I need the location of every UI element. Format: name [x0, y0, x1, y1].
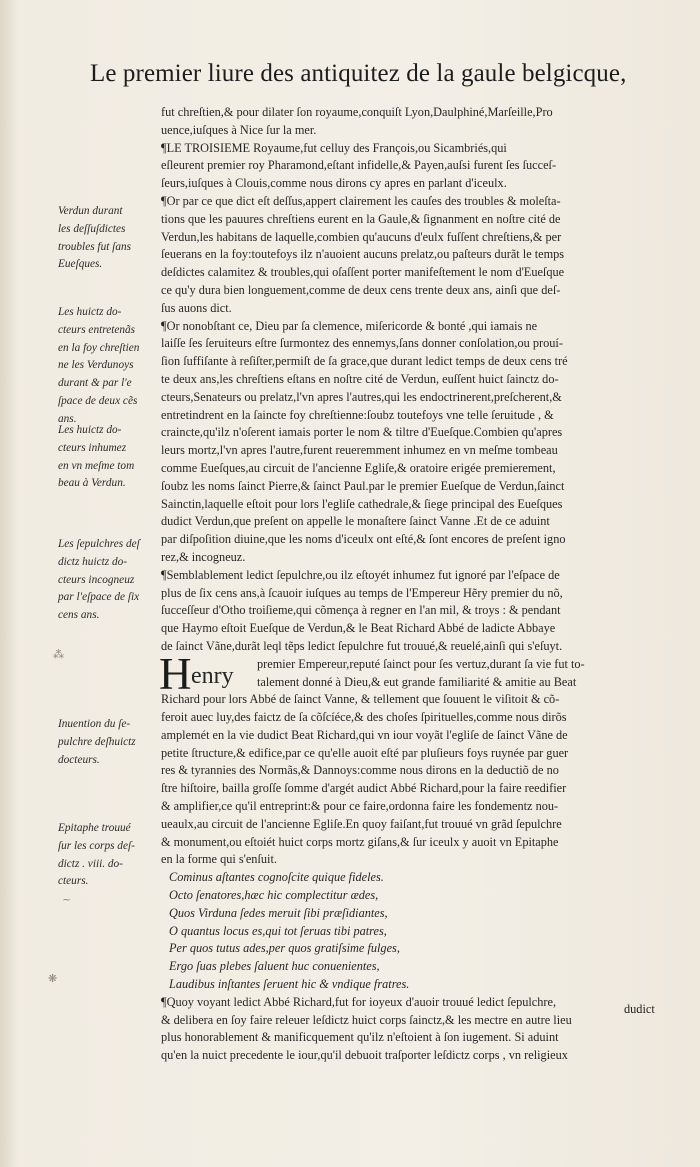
- text-line: res & tyrannies des Normãs,& Dannoys:comme nous dirons en la deductiõ de no: [161, 763, 559, 778]
- catchword: dudict: [624, 1002, 655, 1016]
- text-line: ¶Or par ce que dict eſt deſſus,appert clairement les cauſes des troubles & moleſta-: [161, 193, 561, 208]
- text-line: eſleurent premier roy Pharamond,eſtant infidelle,& Payen,auſsi furent ſes ſucceſ-: [161, 158, 557, 173]
- drop-cap-letter: H: [159, 648, 192, 699]
- text-line: leurs mortz,l'vn apres l'autre,furent reueremment inhumez en vn meſme tombeau: [161, 443, 558, 458]
- margin-line: par l'eſpace de ſix: [58, 591, 140, 604]
- body-text: [161, 104, 661, 1065]
- margin-line: troubles fut ſans: [58, 240, 132, 253]
- epitaph-line: Cominus aſtantes cognoſcite quique fideles.: [169, 870, 384, 885]
- margin-line: durant & par l'e: [58, 377, 132, 390]
- text-line: ſoubz les noms ſainct Pierre,& ſainct Paul.par le premier Eueſque de Verdun,ſainct: [161, 478, 565, 493]
- margin-line: ſpace de deux cẽs: [58, 394, 138, 407]
- text-line: fut chreſtien,& pour dilater ſon royaume,conquiſt Lyon,Daulphiné,Marſeille,Pro: [161, 105, 553, 119]
- margin-line: Les ſepulchres deſ: [58, 538, 140, 550]
- margin-line: les deſſuſdictes: [58, 222, 126, 235]
- margin-line: cteurs.: [58, 875, 89, 888]
- ink-speck-icon: ⁂: [53, 648, 64, 661]
- text-line: premier Empereur,reputé ſainct pour ſes vertuz,durant ſa vie fut to-: [257, 656, 585, 671]
- text-line: ſion ſuffiſante à reſiſter,permiſt de ſa grace,que durant ledict temps de deux cens tré: [161, 354, 568, 369]
- text-line: ueaulx,au circuit de l'ancienne Egliſe.En quoy faiſant,fut trouué vn grãd ſepulchre: [161, 816, 562, 831]
- margin-line: beau à Verdun.: [58, 477, 126, 490]
- text-line: craincte,qu'ilz n'oſerent iamais porter le nom & tiltre d'Eueſque.Combien qu'apres: [161, 425, 563, 440]
- text-line: & delibera en ſoy faire releuer leſdictz huict corps ſainctz,& les mectre en autre lieu: [161, 1012, 572, 1027]
- text-line: comme Eueſques,au circuit de l'ancienne Egliſe,& oratoire erigée premierement,: [161, 460, 556, 475]
- margin-line: dictz . viii. do-: [58, 857, 123, 870]
- epitaph-line: Quos Virduna ſedes meruit ſibi præſidiantes,: [169, 905, 388, 920]
- margin-line: cteurs incogneuz: [58, 573, 135, 586]
- margin-line: cens ans.: [58, 609, 100, 622]
- text-line: feroit auec luy,des faictz de ſa cõſcíéce,& des choſes ſpirituelles,comme nous dirõs: [161, 710, 567, 725]
- text-line: tions que les pauures chreſtiens eurent en la Gaule,& ſignanment en noſtre cité de: [161, 211, 561, 226]
- margin-line: cteurs entretenãs: [58, 323, 136, 336]
- epitaph-line: Laudibus inſtantes ſeruent hic & vndique fratres.: [169, 977, 410, 992]
- text-line: ¶Or nonobſtant ce, Dieu par ſa clemence, miſericorde & bonté ,qui iamais ne: [161, 318, 538, 333]
- margin-line: Epitaphe trouué: [58, 822, 131, 834]
- ink-speck-icon: ~: [62, 893, 72, 906]
- text-line: ſucceſſeur d'Otho troiſieme,qui cõmença à regner en l'an mil, & troys : & pendant: [161, 603, 561, 618]
- text-line: plus honorablement & manificquement qu'ilz n'eſtoient à ſon iugement. Si aduint: [161, 1030, 559, 1045]
- text-line: ſeurs,iuſques à Clouis,comme nous dirons cy apres en parlant d'iceulx.: [161, 176, 507, 191]
- text-line: ſtre hiſtoire, bailla groſſe ſomme d'argét audict Abbé Richard,pour la faire reedifier: [161, 781, 567, 796]
- text-line: qu'en la nuict precedente le iour,qu'il debuoit traſporter leſdictz corps , vn religieux: [161, 1048, 568, 1063]
- text-line: ce qu'y dura bien longuement,comme de deux cens trente deux ans, ainſi que deſ-: [161, 282, 561, 297]
- text-line: ¶Semblablement ledict ſepulchre,ou ilz eſtoyét inhumez fut ignoré par l'eſpace de: [161, 567, 560, 582]
- text-line: & amplifier,ce qu'il entreprint:& pour ce faire,ordonna faire les fondementz nou-: [161, 799, 559, 814]
- margin-line: pulchre deſhuictz: [58, 735, 136, 748]
- text-line: Richard pour lors Abbé de ſainct Vanne, & tellement que ſouuent le viſitoit & cõ-: [161, 692, 560, 707]
- text-line: de ſainct Vãne,durãt leql tẽps ledict ſepulchre fut trouué,& reuelé,ainſi qui s'eſuyt.: [161, 638, 563, 653]
- epitaph-line: Per quos tutus ades,per quos gratiſsime fulges,: [169, 941, 400, 956]
- margin-note-invention: [58, 716, 158, 769]
- margin-line: ans.: [58, 412, 77, 425]
- epitaph-line: Octo ſenatores,hæc hic complectitur ædes,: [169, 888, 379, 903]
- text-line: entretindrent en la ſaincte foy chreſtienne:ſoubz toutefoys vne telle ſeruitude , &: [161, 407, 554, 422]
- margin-note-sepulchres: [58, 536, 158, 625]
- text-line: deſdictes calamitez & troubles,qui oſaſſent porter manifeſtement le nom d'Eueſque: [161, 265, 565, 280]
- margin-line: Verdun durant: [58, 205, 123, 217]
- text-line: ¶LE TROISIEME Royaume,fut celluy des François,ou Sicambriés,qui: [161, 140, 507, 155]
- ink-speck-icon: ❋: [48, 972, 58, 985]
- margin-line: Eueſques.: [58, 258, 103, 271]
- margin-line: en la foy chreſtien: [58, 341, 140, 354]
- text-line: dudict Verdun,que preſent on appelle le monaſtere ſainct Vanne .Et de ce aduint: [161, 514, 550, 529]
- text-line: petite ſtructure,& edifice,par ce qu'elle auoit eſté par pluſieurs foys ruynée par guer: [161, 745, 569, 760]
- text-line: cteurs,Senateurs ou prelatz,l'vn apres l'autres,qui les endoctrinerent,preſcherent,&: [161, 389, 562, 404]
- margin-line: docteurs.: [58, 753, 100, 766]
- text-line: & monument,ou eſtoiét huict corps mortz giſans,& ſur iceulx y auoit vn Epitaphe: [161, 834, 559, 849]
- margin-line: cteurs inhumez: [58, 441, 127, 454]
- text-line: uence,iuſques à Nice ſur la mer.: [161, 122, 317, 137]
- text-line: en la forme qui s'enſuit.: [161, 852, 277, 867]
- text-line: amplemét en la vie dudict Beat Richard,qui vn iour voyãt l'egliſe de ſainct Vãne de: [161, 727, 568, 742]
- margin-line: Inuention du ſe-: [58, 718, 131, 730]
- epitaph-line: O quantus locus es,qui tot ſeruas tibi patres,: [169, 923, 387, 938]
- text-line: ſeuerans en la foy:toutefoys ilz n'auoient aucuns prelatz,ou paſteurs durãt le temps: [161, 247, 565, 262]
- text-line: rez,& incogneuz.: [161, 549, 246, 564]
- text-line: plus de ſix cens ans,à ſcauoir iuſques au temps de l'Empereur Hẽry premier du nõ,: [161, 585, 563, 600]
- margin-note-eight-doctors: [58, 304, 158, 429]
- margin-line: ſur les corps deſ-: [58, 839, 135, 852]
- text-line: laiſſe ſes ſeruiteurs eſtre ſurmontez des ennemys,ſans donner conſolation,ou prouí-: [161, 336, 563, 351]
- margin-note-epitaph: [58, 820, 158, 891]
- drop-cap-word: enry: [191, 662, 234, 689]
- text-line: Verdun,les habitans de laquelle,combien qu'aucuns d'eulx fuſſent chreſtiens,& per: [161, 229, 562, 244]
- margin-line: en vn meſme tom: [58, 459, 135, 472]
- text-line: te deux ans,les chreſtiens eſtans en noſtre cité de Verdun, euſſent huict ſainctz do-: [161, 371, 559, 386]
- text-line: ſus auons dict.: [161, 300, 232, 315]
- text-line: talement donné à Dieu,& eut grande familiarité & amitie au Beat: [257, 674, 577, 689]
- text-line: ¶Quoy voyant ledict Abbé Richard,fut for ioyeux d'auoir trouué ledict ſepulchre,: [161, 994, 557, 1009]
- text-line: par diſpoſition diuine,que les noms d'iceulx ont eſté,& ſont encores de preſent igno: [161, 532, 566, 547]
- margin-line: ne les Verdunoys: [58, 359, 134, 372]
- margin-line: Les huictz do-: [58, 306, 122, 318]
- drop-cap-block: [159, 648, 661, 699]
- text-line: que Haymo eſtoit Eueſque de Verdun,& le Beat Richard Abbé de ladicte Abbaye: [161, 621, 556, 636]
- epitaph-line: Ergo ſuas plebes ſaluent huc conuenientes,: [169, 959, 380, 974]
- running-header: Le premier liure des antiquitez de la gaule belgicque,: [90, 60, 627, 87]
- margin-note-buried: [58, 422, 158, 493]
- margin-line: Les huictz do-: [58, 424, 122, 436]
- margin-line: dictz huictz do-: [58, 555, 128, 568]
- text-line: Sainctin,laquelle eſtoit pour lors l'egliſe cathedrale,& ſiege principal des Eueſques: [161, 496, 563, 511]
- margin-note-verdun: [58, 203, 158, 274]
